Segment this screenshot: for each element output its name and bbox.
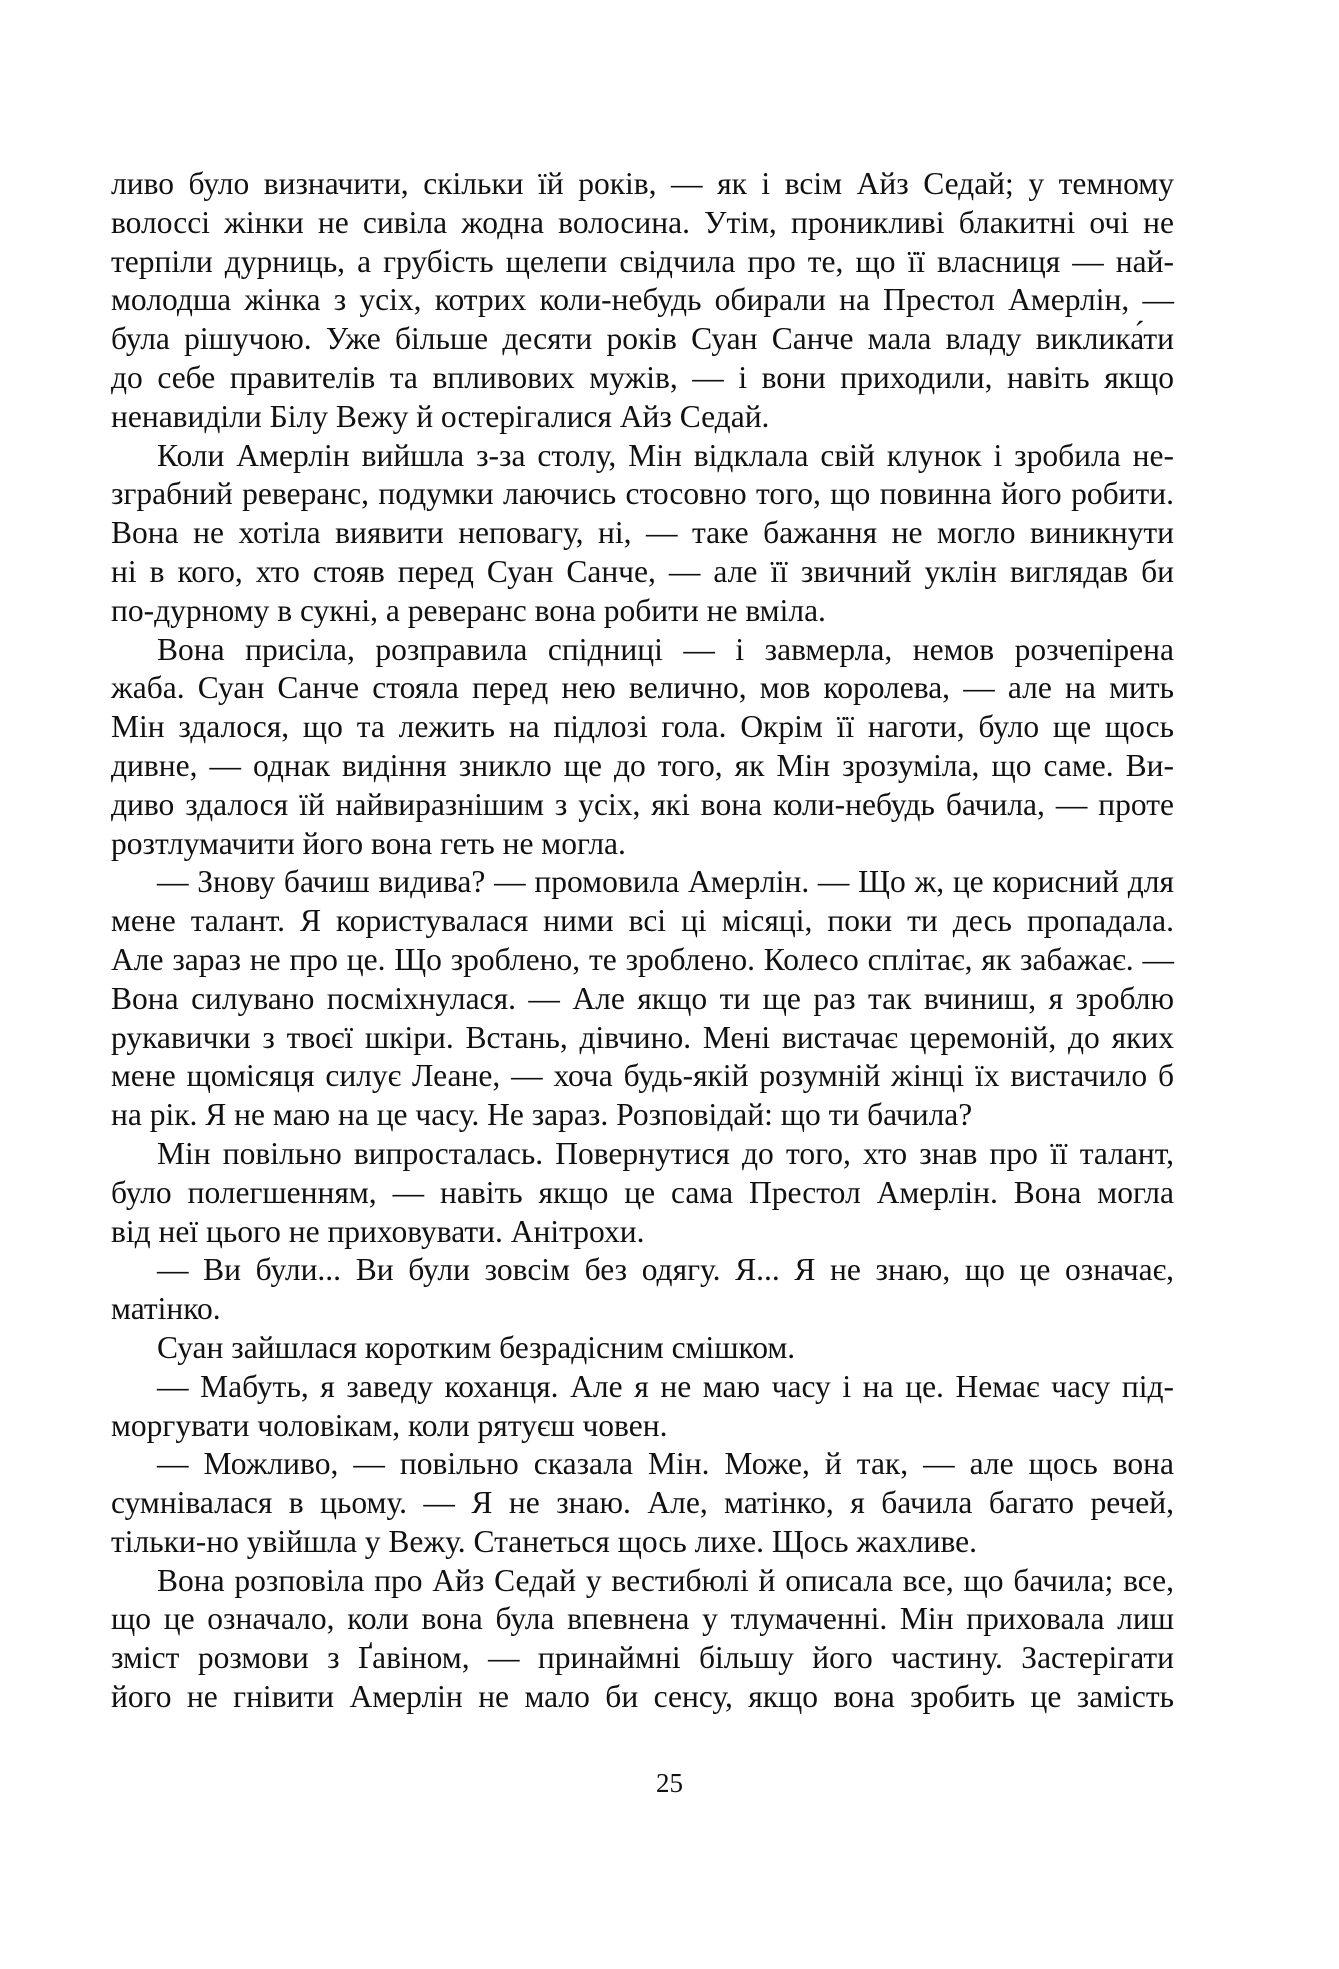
text-line: дивне, — однак видіння зникло ще до того, як Мін зрозуміла, що саме. Ви- (111, 747, 1174, 783)
text-line: до себе правителів та впливових мужів, — і вони приходили, навіть якщо (111, 359, 1174, 395)
text-line: зміст розмови з Ґавіном, — принаймні більшу його частину. Застерігати (111, 1640, 1174, 1676)
text-line: зграбний реверанс, подумки лаючись стосовно того, що повинна його робити. (111, 476, 1174, 512)
text-line: мене щомісяця силує Леане, — хоча будь-якій розумній жінці їх вистачило б (111, 1058, 1174, 1094)
text-line: Вона присіла, розправила спідниці — і завмерла, немов розчепірена (157, 631, 1174, 667)
text-line: молодша жінка з усіх, котрих коли-небудь обирали на Престол Амерлін, — (111, 282, 1174, 318)
text-line: на рік. Я не маю на це часу. Не зараз. Розповідай: що ти бачила? (111, 1097, 973, 1133)
page-number: 25 (656, 1768, 683, 1798)
paragraph (111, 165, 1174, 437)
text-line: було полегшенням, — навіть якщо це сама Престол Амерлін. Вона могла (111, 1174, 1174, 1210)
text-line: була рішучою. Уже більше десяти років Суан Санче мала владу виклика́ти (111, 321, 1174, 357)
text-line: — Можливо, — повільно сказала Мін. Може, й так, — але щось вона (157, 1446, 1174, 1482)
text-line: сумнівалася в цьому. — Я не знаю. Але, матінко, я бачила багато речей, (111, 1485, 1174, 1521)
text-line: ненавиділи Білу Вежу й остерігалися Айз Седай. (111, 398, 770, 434)
text-line: Вона силувано посміхнулася. — Але якщо ти ще раз так вчиниш, я зроблю (111, 980, 1174, 1016)
text-line: тільки-но увійшла у Вежу. Станеться щось лихе. Щось жахливе. (111, 1523, 978, 1559)
text-line: Мін повільно випросталась. Повернутися до того, хто знав про її талант, (157, 1135, 1174, 1171)
paragraph (111, 863, 1174, 1135)
text-line: — Ви були... Ви були зовсім без одягу. Я... Я не знаю, що це означає, (157, 1252, 1174, 1288)
paragraph (111, 1562, 1174, 1717)
text-line: матінко. (111, 1291, 221, 1327)
text-line: рукавички з твоєї шкіри. Встань, дівчино. Мені вистачає церемоній, до яких (111, 1019, 1174, 1055)
text-line: від неї цього не приховувати. Анітрохи. (111, 1213, 645, 1249)
text-line: що це означало, коли вона була впевнена у тлумаченні. Мін приховала лиш (111, 1601, 1174, 1637)
paragraph (111, 437, 1174, 631)
text-line: ливо було визначити, скільки їй років, — як і всім Айз Седай; у темному (111, 166, 1174, 201)
text-line: мене талант. Я користувалася ними всі ці місяці, поки ти десь пропадала. (111, 903, 1174, 939)
text-line: Вона розповіла про Айз Седай у вестибюлі й описала все, що бачила; все, (157, 1562, 1174, 1598)
text-line: — Знову бачиш видива? — промовила Амерлін. — Що ж, це корисний для (157, 864, 1174, 900)
text-line: Коли Амерлін вийшла з-за столу, Мін відклала свій клунок і зробила не- (157, 437, 1174, 473)
text-line: розтлумачити його вона геть не могла. (111, 825, 626, 861)
text-line: терпіли дурниць, а грубість щелепи свідчила про те, що її власниця — най- (111, 243, 1174, 279)
paragraph (111, 1251, 1174, 1329)
text-line: волоссі жінки не сивіла жодна волосина. Утім, проникливі блакитні очі не (111, 204, 1174, 240)
text-line: диво здалося їй найвиразнішим з усіх, які вона коли-небудь бачила, — проте (111, 786, 1174, 822)
text-line: Вона не хотіла виявити неповагу, ні, — таке бажання не могло виникнути (111, 515, 1174, 551)
text-line: його не гнівити Амерлін не мало би сенсу, якщо вона зробить це замість (111, 1679, 1174, 1715)
paragraph (111, 1368, 1174, 1446)
paragraph (111, 1329, 1174, 1368)
text-line: Суан зайшлася коротким безрадісним смішком. (157, 1329, 796, 1365)
text-line: ні в кого, хто стояв перед Суан Санче, — але її звичний уклін виглядав би (111, 553, 1174, 589)
text-line: по-дурному в сукні, а реверанс вона робити не вміла. (111, 592, 826, 628)
paragraph (111, 631, 1174, 864)
text-line: моргувати чоловікам, коли рятуєш човен. (111, 1407, 668, 1443)
paragraph (111, 1445, 1174, 1561)
text-line: Але зараз не про це. Що зроблено, те зроблено. Колесо сплітає, як забажає. — (111, 941, 1174, 977)
text-line: Мін здалося, що та лежить на підлозі гола. Окрім її наготи, було ще щось (111, 709, 1174, 745)
body-text (111, 165, 1174, 1717)
text-line: — Мабуть, я заведу коханця. Але я не маю часу і на це. Немає часу під- (157, 1368, 1174, 1404)
paragraph (111, 1135, 1174, 1251)
text-line: жаба. Суан Санче стояла перед нею велично, мов королева, — але на мить (111, 670, 1174, 706)
